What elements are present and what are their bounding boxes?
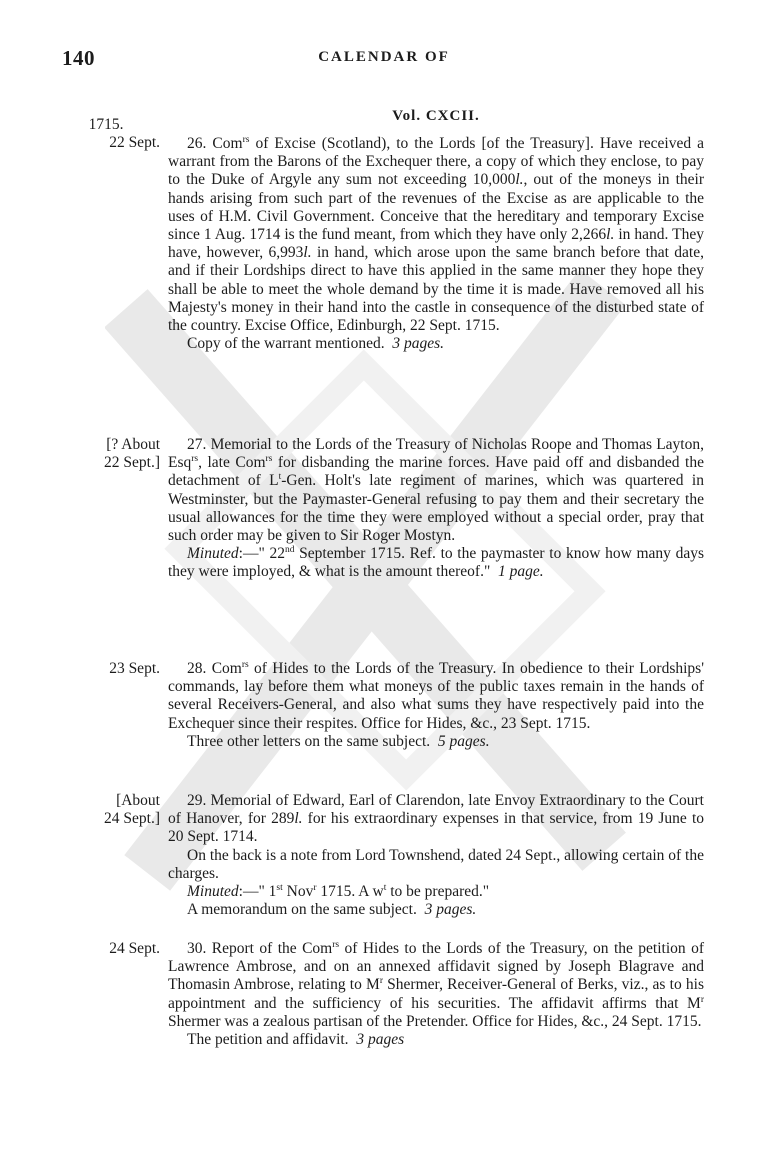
entry-date	[64, 792, 160, 828]
entry-note: On the back is a note from Lord Townshend, dated 24 Sept., allowing certain of the charges.	[168, 846, 704, 882]
entry-date	[64, 940, 160, 958]
volume-heading: Vol. CXCII.	[392, 108, 480, 124]
date-line-2: 22 Sept.]	[104, 454, 160, 471]
minute-text: :—" 1st Nov$^r$ 1715. A $w^t$ to be prepared."	[238, 883, 490, 901]
entry-minute	[168, 883, 704, 901]
entry-note	[168, 733, 704, 751]
page-number: 140	[62, 46, 95, 70]
entry-text: 30. Report of the Com$^{rs}$ of Hides to the Lords of the Treasury, on the petition of Lawrence Ambrose, and on an annexed affidavit signed by Joseph Blagrave and Thomasin Ambrose, relating to $M^r$ Shermer, Receiver-General of Berks, viz., as to his appointment and the sufficiency of his securities. The affidavit affirms that $M^r$ Shermer was a zealous partisan of the Pretender. Office for Hides, &c., 24 Sept. 1715.	[168, 940, 704, 1030]
date-line: 23 Sept.	[109, 660, 160, 677]
page-count: 3 pages.	[392, 335, 444, 353]
entry-body	[168, 660, 704, 751]
note-text: A memorandum on the same subject.	[187, 901, 417, 919]
entry-body	[168, 135, 704, 353]
date-line-2: 24 Sept.]	[104, 810, 160, 827]
entry-note	[168, 1031, 704, 1049]
entry-body	[168, 940, 704, 1049]
entry-body	[168, 792, 704, 919]
entry-note	[168, 335, 704, 353]
date-line: 24 Sept.	[109, 940, 160, 957]
minute-text: :—" 22nd September 1715. Ref. to the paymaster to know how many days they were imployed, & what is the amount thereof."	[168, 545, 704, 581]
year-label: 1715.	[88, 116, 124, 133]
entry-note-2	[168, 901, 704, 919]
page-count: 5 pages.	[437, 732, 490, 750]
page-count: 3 pages	[356, 1031, 405, 1049]
entry-date	[64, 116, 160, 152]
entry-text: 26. Com$^{rs}$ of Excise (Scotland), to the Lords [of the Treasury]. Have received a warrant from the Barons of the Exchequer there, a copy of which they enclose, to pay to the Duke of Argyle any sum not exceeding 10,000l., out of the moneys in their hands arising from such part of the revenues of the Excise as are applicable to the uses of H.M. Civil Government. Conceive that the hereditary and temporary Excise since 1 Aug. 1714 is the fund meant, from which they have only 2,266l. in hand. They have, however, 6,993l. in hand, which arose upon the same branch before that date, and if their Lordships direct to have this applied in the same manner they hope they shall be able to meet the whole demand by the time it is made. Have removed all his Majesty's money in their hand into the castle in consequence of the disturbed state of the country. Excise Office, Edinburgh, 22 Sept. 1715.	[168, 135, 705, 335]
date-line: 22 Sept.	[109, 134, 160, 151]
page-count: 1 page.	[498, 563, 544, 581]
note-text: Three other letters on the same subject.	[187, 732, 431, 750]
minuted-label: Minuted	[187, 883, 239, 901]
note-text: The petition and affidavit.	[187, 1031, 349, 1049]
date-line-1: [About	[116, 792, 160, 809]
entry-date	[64, 660, 160, 678]
note-text: Copy of the warrant mentioned.	[187, 335, 385, 353]
running-title: CALENDAR OF	[318, 49, 450, 65]
minuted-label: Minuted	[187, 545, 239, 563]
entry-text: 29. Memorial of Edward, Earl of Clarendon, late Envoy Extraordinary to the Court of Hanover, for 289l. for his extraordinary expenses in that service, from 19 June to 20 Sept. 1714.	[168, 792, 704, 846]
entry-text: 27. Memorial to the Lords of the Treasury of Nicholas Roope and Thomas Layton, Esq$^{rs}$, late Com$^{rs}$ for disbanding the marine forces. Have paid off and disbanded the detachment of $L^t$-Gen. Holt's late regiment of marines, which was quartered in Westminster, but the Paymaster-General refusing to pay them and their secretary the usual allowances for the time they were employed without a special order, pray that such order may be given to Sir Roger Mostyn.	[168, 436, 704, 545]
entry-text: 28. Com$^{rs}$ of Hides to the Lords of the Treasury. In obedience to their Lordships' commands, lay before them what moneys of the public taxes remain in the hands of several Receivers-General, and also what sums they have respectively paid into the Exchequer since their respites. Office for Hides, &c., 23 Sept. 1715.	[168, 660, 704, 732]
entry-minute	[168, 545, 704, 581]
entry-body	[168, 436, 704, 582]
page-header	[62, 46, 706, 76]
date-line-1: [? About	[106, 436, 160, 453]
page-count: 3 pages.	[424, 901, 477, 919]
entry-date	[64, 436, 160, 472]
